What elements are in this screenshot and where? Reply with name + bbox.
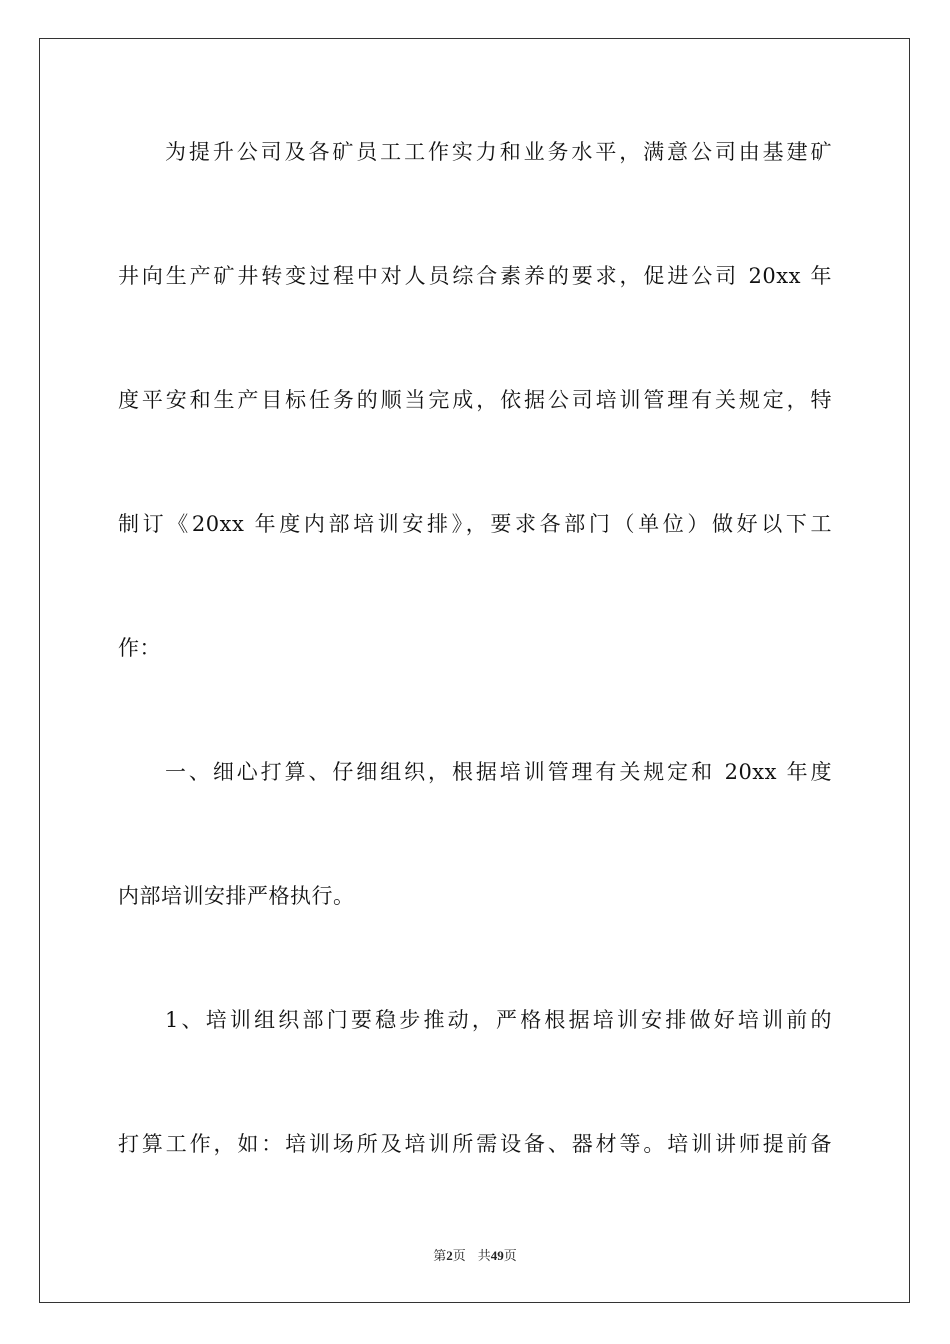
paragraph-1-line-1: 为提升公司及各矿员工工作实力和业务水平，满意公司由基建矿 [165,140,832,164]
footer-total-unit: 页 [503,1249,517,1264]
paragraph-2-line-2: 内部培训安排严格执行。 [118,884,355,908]
page-border [39,38,910,1303]
paragraph-1-line-4: 制订《20xx 年度内部培训安排》，要求各部门（单位）做好以下工 [118,512,832,536]
paragraph-1-line-3: 度平安和生产目标任务的顺当完成，依据公司培训管理有关规定，特 [118,388,832,412]
footer-total-prefix: 共 [477,1249,491,1264]
paragraph-1-line-5: 作： [118,636,161,660]
paragraph-1-line-2: 井向生产矿井转变过程中对人员综合素养的要求，促进公司 20xx 年 [118,264,832,288]
paragraph-2-line-1: 一、细心打算、仔细组织，根据培训管理有关规定和 20xx 年度 [165,760,832,784]
footer-page-prefix: 第 [433,1249,447,1264]
footer-page-current: 2 [446,1248,453,1263]
page-footer [0,1247,950,1266]
footer-page-total: 49 [490,1248,504,1263]
paragraph-3-line-2: 打算工作，如：培训场所及培训所需设备、器材等。培训讲师提前备 [118,1132,832,1156]
paragraph-3-line-1: 1、培训组织部门要稳步推动，严格根据培训安排做好培训前的 [165,1008,832,1032]
footer-page-unit: 页 [452,1249,466,1264]
